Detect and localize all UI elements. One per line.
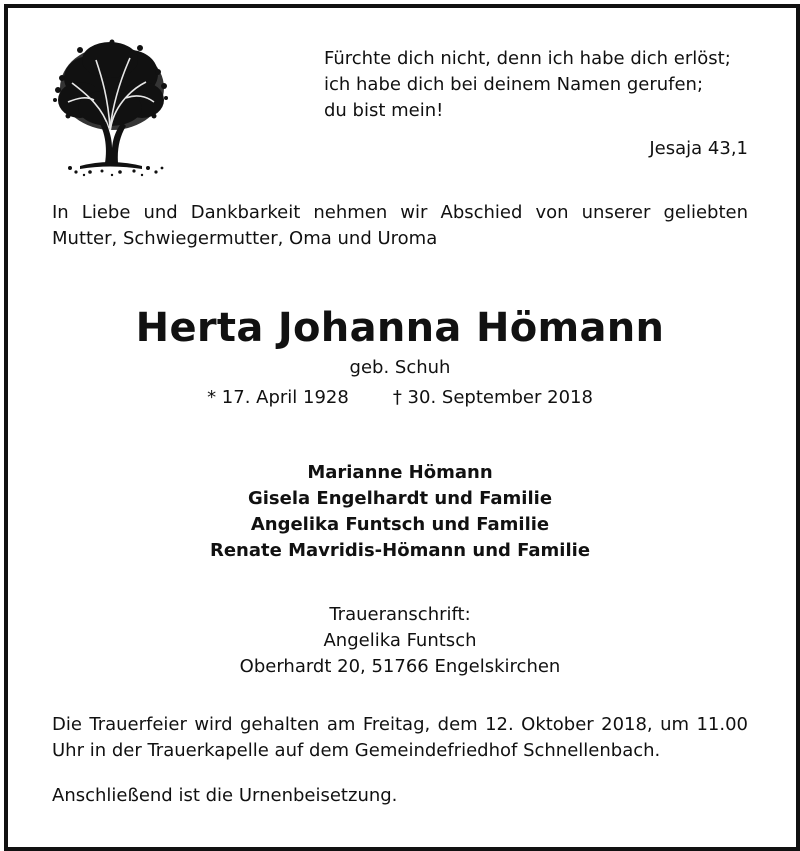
urn-note: Anschließend ist die Urnenbeisetzung. [52,785,398,806]
death-date: † 30. September 2018 [392,387,593,408]
mourner: Angelika Funtsch und Familie [250,514,550,535]
mourners-list [0,460,800,564]
intro-line-2: Mutter, Schwiegermutter, Oma und Uroma [52,228,438,249]
address-name: Angelika Funtsch [323,630,477,651]
intro-text [52,200,748,252]
tree-icon [50,38,170,178]
address-street-city: Oberhardt 20, 51766 Engelskirchen [239,656,561,677]
intro-line-1: In Liebe und Dankbarkeit nehmen wir Abschied von unserer geliebten [52,202,748,223]
mourner: Marianne Hömann [307,462,493,483]
service-line-2: 11.00 Uhr in der Trauerkapelle auf dem Gemeindefriedhof Schnellenbach. [52,714,748,761]
bible-verse [324,46,754,124]
mourner: Renate Mavridis-Hömann und Familie [209,540,591,561]
birth-date: * 17. April 1928 [207,387,349,408]
verse-line-1: Fürchte dich nicht, denn ich habe dich erlöst; [324,48,731,69]
mourning-address [0,602,800,680]
verse-source: Jesaja 43,1 [649,138,748,159]
mourner: Gisela Engelhardt und Familie [247,488,553,509]
service-info [52,712,748,764]
life-dates [0,386,800,410]
verse-line-2: ich habe dich bei deinem Namen gerufen; [324,74,704,95]
deceased-name: Herta Johanna Hömann [135,305,665,351]
service-line-1: Die Trauerfeier wird gehalten am Freitag, dem 12. Oktober 2018, um [52,714,690,735]
verse-line-3: du bist mein! [324,100,444,121]
birth-name: geb. Schuh [349,357,451,378]
address-label: Traueranschrift: [329,604,471,625]
